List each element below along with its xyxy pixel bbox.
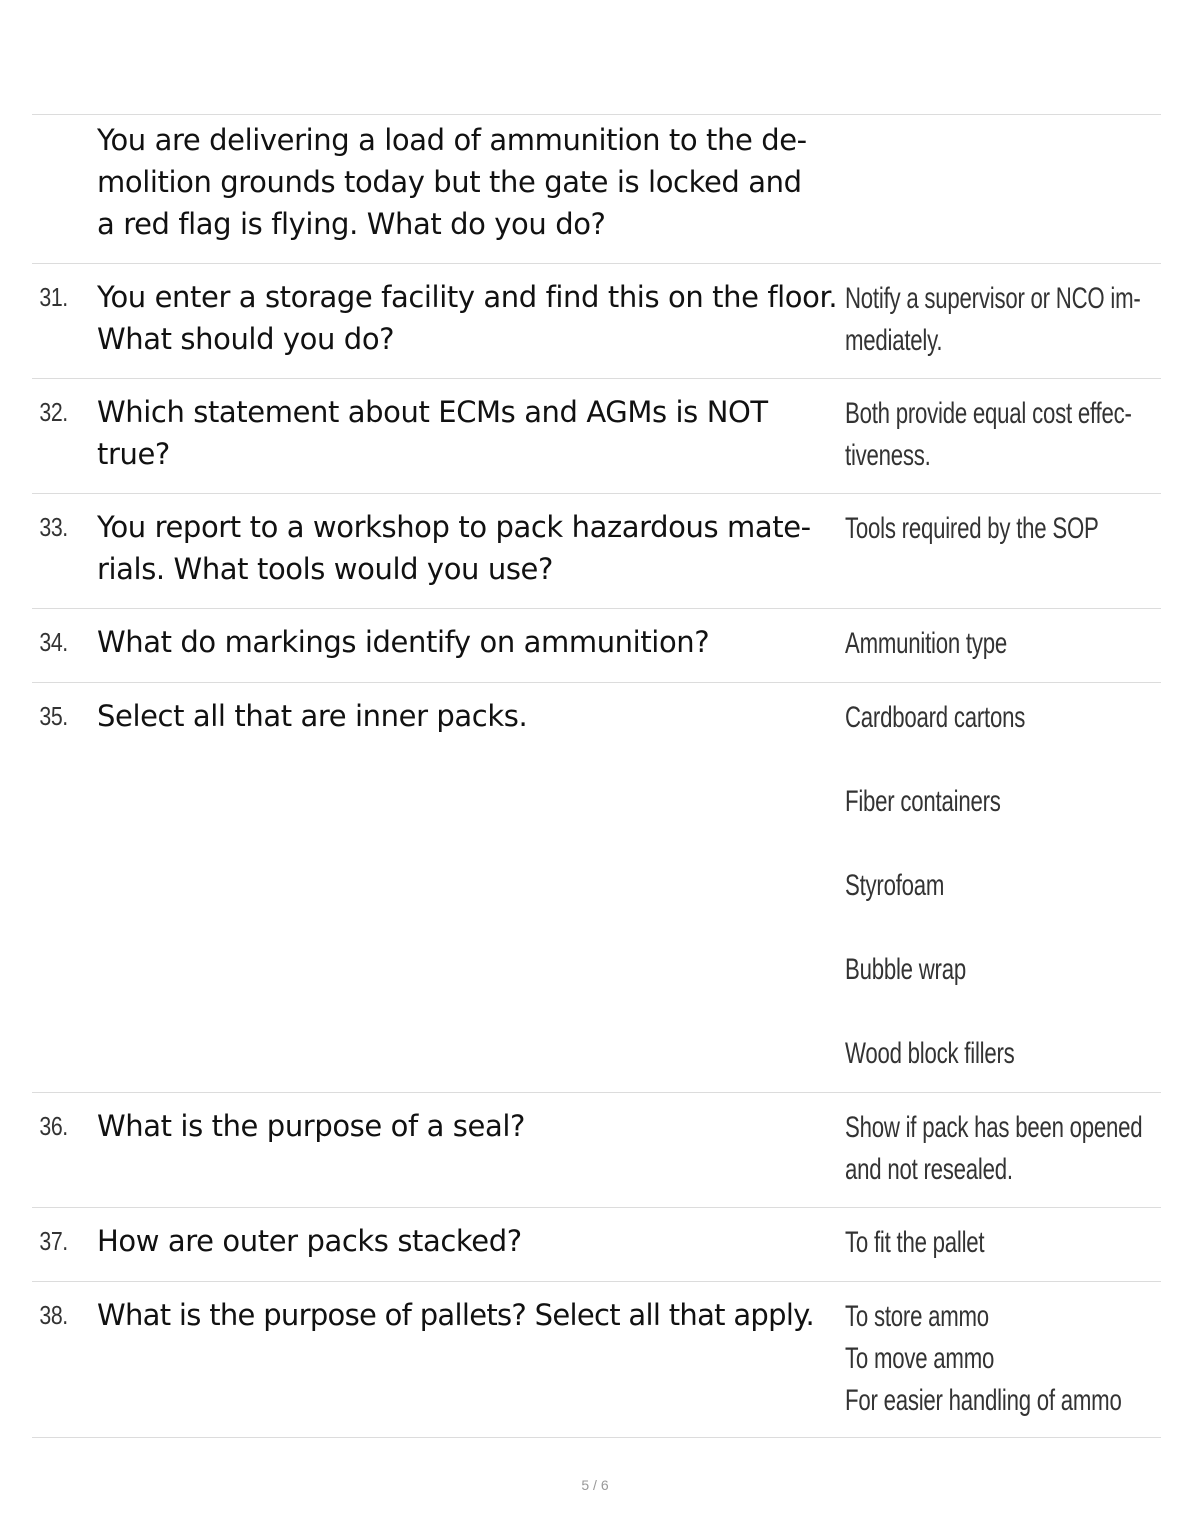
question-text: You enter a storage facility and find this on the floor. What should you do?: [97, 280, 838, 356]
question-row-35: [32, 682, 1161, 1092]
question-row-34: [32, 608, 1161, 682]
answer-text: [845, 115, 1161, 129]
question-text: What is the purpose of a seal?: [97, 1109, 525, 1143]
question-text: What do markings identify on ammunition?: [97, 625, 710, 659]
question-row-36: [32, 1092, 1161, 1207]
question-number: 36.: [39, 1111, 68, 1141]
question-number: 35.: [39, 701, 68, 731]
question-number: 31.: [39, 282, 68, 312]
answer-text: To fit the pallet: [845, 1226, 985, 1259]
question-text: Select all that are inner packs.: [97, 699, 528, 733]
row-number: [32, 115, 85, 133]
question-text: How are outer packs stacked?: [97, 1224, 522, 1258]
question-number: 34.: [39, 627, 68, 657]
question-text: You report to a workshop to pack hazardous mate- rials. What tools would you use?: [97, 510, 811, 586]
question-row-38: [32, 1281, 1161, 1438]
question-number: 33.: [39, 512, 68, 542]
question-text: What is the purpose of pallets? Select all that apply.: [97, 1298, 815, 1332]
page-indicator: 5 / 6: [581, 1477, 609, 1493]
answer-text: Ammunition type: [845, 627, 1008, 660]
question-number: 38.: [39, 1300, 68, 1330]
question-text: You are delivering a load of ammunition to the de- molition grounds today but the gate is locked and a red flag is flying. What do you do?: [97, 123, 807, 241]
answer-text: Tools required by the SOP: [845, 512, 1099, 545]
answer-option: Cardboard cartons: [845, 701, 1026, 734]
question-row-32: [32, 378, 1161, 493]
question-number: 37.: [39, 1226, 68, 1256]
question-row-37: [32, 1207, 1161, 1281]
answer-option: Styrofoam: [845, 869, 945, 902]
answer-text: Both provide equal cost effec- tiveness.: [845, 397, 1132, 472]
question-text: Which statement about ECMs and AGMs is NOT true?: [97, 395, 768, 471]
answer-text: To store ammo To move ammo For easier handling of ammo: [845, 1300, 1122, 1417]
answer-options: [845, 683, 1161, 1091]
question-row-31: [32, 263, 1161, 378]
quiz-table: [32, 114, 1161, 1438]
answer-option: Fiber containers: [845, 785, 1001, 818]
answer-text: Notify a supervisor or NCO im- mediately.: [845, 282, 1141, 357]
answer-text: Show if pack has been opened and not resealed.: [845, 1111, 1143, 1186]
answer-option: Bubble wrap: [845, 953, 966, 986]
question-number: 32.: [39, 397, 68, 427]
answer-option: Wood block fillers: [845, 1037, 1015, 1070]
question-row-33: [32, 493, 1161, 608]
intro-row: [32, 114, 1161, 263]
